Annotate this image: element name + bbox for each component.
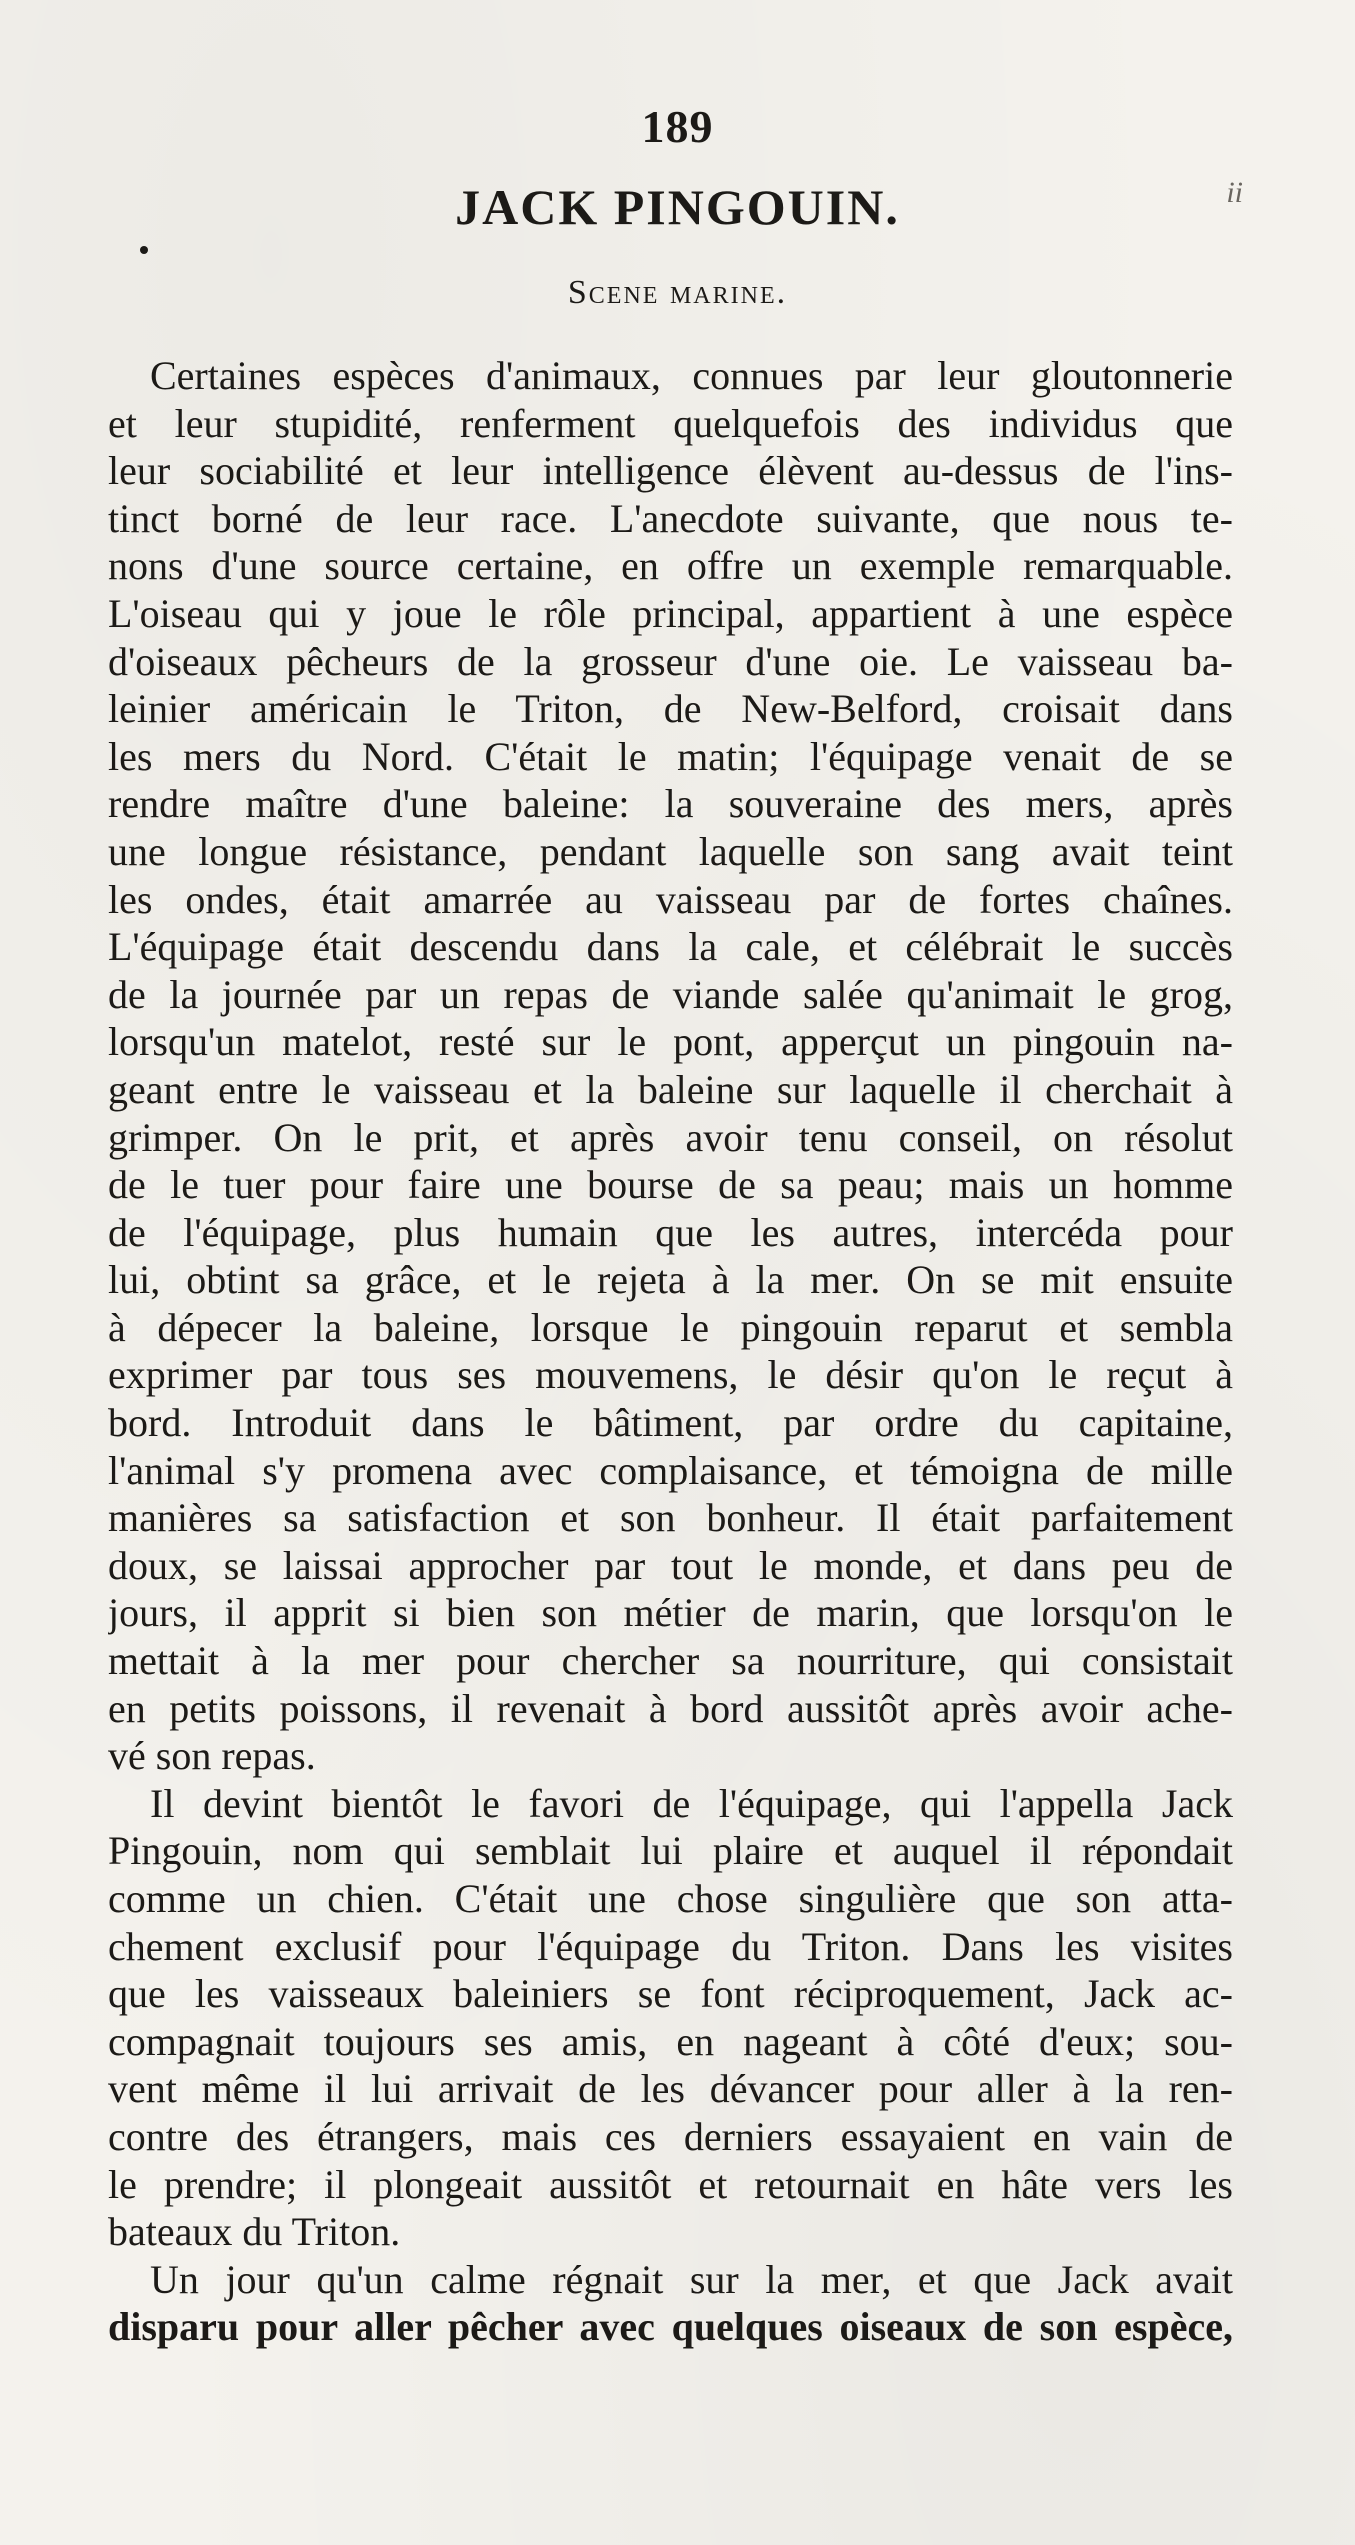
text-line: que les vaisseaux baleiniers se font réciproquement, Jack ac-	[108, 1971, 1233, 2017]
text-line: vé son repas.	[108, 1733, 316, 1779]
text-line: manières sa satisfaction et son bonheur. Il était parfaitement	[108, 1495, 1233, 1541]
text-line: leur sociabilité et leur intelligence élèvent au-dessus de l'ins-	[108, 448, 1233, 494]
text-line: bord. Introduit dans le bâtiment, par ordre du capitaine,	[108, 1400, 1233, 1446]
body-text	[108, 352, 1233, 2351]
text-line: jours, il apprit si bien son métier de marin, que lorsqu'on le	[108, 1590, 1233, 1636]
text-line: les ondes, était amarrée au vaisseau par de fortes chaînes.	[108, 876, 1233, 922]
text-line: Il devint bientôt le favori de l'équipage, qui l'appella Jack	[150, 1780, 1233, 1826]
page-subtitle: Scene marine.	[567, 274, 788, 311]
text-line: de le tuer pour faire une bourse de sa peau; mais un homme	[108, 1162, 1233, 1208]
text-line: une longue résistance, pendant laquelle son sang avait teint	[108, 828, 1233, 874]
text-line: mettait à la mer pour chercher sa nourriture, qui consistait	[108, 1638, 1233, 1684]
text-line: disparu pour aller pêcher avec quelques oiseaux de son espèce,	[108, 2304, 1233, 2350]
text-line: compagnait toujours ses amis, en nageant à côté d'eux; sou-	[108, 2018, 1233, 2064]
text-line: nons d'une source certaine, en offre un exemple remarquable.	[108, 543, 1233, 589]
ink-dot	[140, 246, 148, 254]
text-line: d'oiseaux pêcheurs de la grosseur d'une oie. Le vaisseau ba-	[108, 638, 1233, 684]
text-line: de l'équipage, plus humain que les autres, intercéda pour	[108, 1209, 1233, 1255]
text-line: lorsqu'un matelot, resté sur le pont, apperçut un pingouin na-	[108, 1019, 1233, 1065]
margin-mark: ii	[1226, 176, 1243, 209]
text-line: de la journée par un repas de viande salée qu'animait le grog,	[108, 971, 1233, 1017]
text-line: comme un chien. C'était une chose singulière que son atta-	[108, 1876, 1233, 1921]
text-line: bateaux du Triton.	[108, 2209, 401, 2255]
text-line: lui, obtint sa grâce, et le rejeta à la mer. On se mit ensuite	[108, 1257, 1233, 1303]
text-line: doux, se laissai approcher par tout le monde, et dans peu de	[108, 1542, 1233, 1588]
text-line: leinier américain le Triton, de New-Belford, croisait dans	[108, 686, 1233, 732]
text-line: l'animal s'y promena avec complaisance, et témoigna de mille	[108, 1447, 1233, 1493]
text-line: Un jour qu'un calme régnait sur la mer, et que Jack avait	[150, 2256, 1233, 2302]
text-line: Pingouin, nom qui semblait lui plaire et auquel il répondait	[108, 1828, 1233, 1874]
text-line: chement exclusif pour l'équipage du Triton. Dans les visites	[108, 1923, 1233, 1969]
text-line: tinct borné de leur race. L'anecdote suivante, que nous te-	[108, 495, 1233, 541]
page-title: JACK PINGOUIN.	[455, 179, 900, 235]
text-line: L'équipage était descendu dans la cale, et célébrait le succès	[108, 924, 1233, 970]
text-line: le prendre; il plongeait aussitôt et retournait en hâte vers les	[108, 2161, 1233, 2207]
text-line: les mers du Nord. C'était le matin; l'équipage venait de se	[108, 733, 1233, 779]
text-line: grimper. On le prit, et après avoir tenu conseil, on résolut	[108, 1114, 1233, 1160]
text-line: en petits poissons, il revenait à bord aussitôt après avoir ache-	[108, 1685, 1233, 1731]
text-line: Certaines espèces d'animaux, connues par leur gloutonnerie	[150, 353, 1233, 398]
text-line: rendre maître d'une baleine: la souveraine des mers, après	[108, 781, 1233, 827]
text-line: et leur stupidité, renferment quelquefois des individus que	[108, 400, 1233, 446]
text-line: L'oiseau qui y joue le rôle principal, appartient à une espèce	[108, 590, 1233, 636]
text-line: geant entre le vaisseau et la baleine sur laquelle il cherchait à	[108, 1066, 1233, 1112]
text-line: vent même il lui arrivait de les dévancer pour aller à la ren-	[108, 2066, 1233, 2112]
text-line: contre des étrangers, mais ces derniers essayaient en vain de	[108, 2113, 1233, 2159]
text-line: exprimer par tous ses mouvemens, le désir qu'on le reçut à	[108, 1352, 1233, 1398]
page-number: 189	[641, 101, 714, 152]
text-line: à dépecer la baleine, lorsque le pingouin reparut et sembla	[108, 1304, 1233, 1350]
